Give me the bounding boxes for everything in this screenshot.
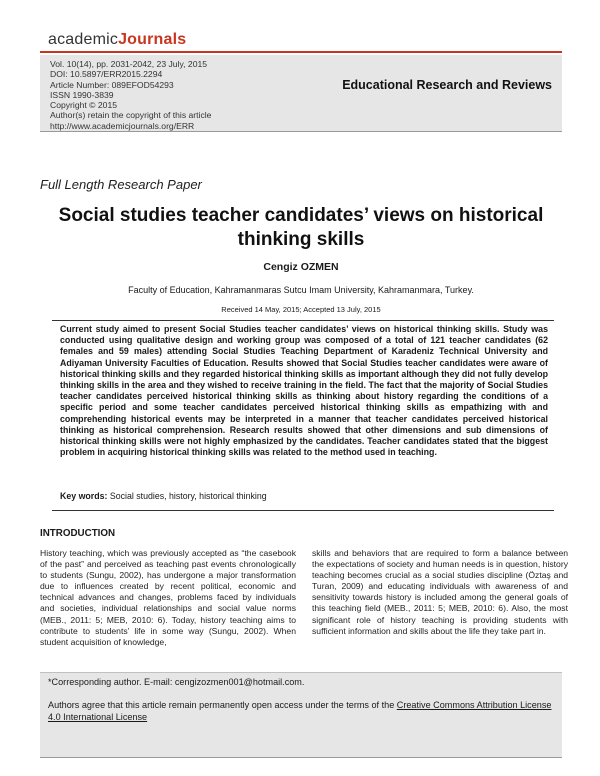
meta-volume: Vol. 10(14), pp. 2031-2042, 23 July, 2015	[50, 59, 208, 69]
keywords-list: Social studies, history, historical thinking	[109, 491, 267, 501]
logo-part-journals: Journals	[118, 31, 187, 48]
meta-copyright: Copyright © 2015	[50, 100, 118, 111]
article-metadata	[50, 59, 211, 131]
paper-type: Full Length Research Paper	[40, 177, 202, 192]
meta-journal-url[interactable]: http://www.academicjournals.org/ERR	[50, 120, 195, 131]
abstract-text: Current study aimed to present Social Studies teacher candidates’ views on historical thinking skills. Study was conducted using qualitative design and working group was composed of a total of 121 teacher candidates (62 females and 59 males) attending Social Studies Teaching Department of Karadeniz Technical University and Adiyaman University Faculties of Education. Results showed that Social Studies teacher candidates were aware of historical thinking skills and they regarded historical thinking skills as important although they did not fully develop thinking skills in the area and they wished to receive training in the field. The fact that the majority of Social Studies teacher candidates perceived historical thinking skills as thinking about history regarding the conditions of a specific period and some teacher candidates perceived historical thinking skills as empathizing with and comprehending historical events may be interpreted in a manner that teacher candidates perceived historical thinking as historical comprehension. Research results showed that other dimensions and sub dimensions of historical thinking skills were not highly emphasized by the candidates. Teacher candidates stated that the biggest problem in acquiring historical thinking skills was related to the method used in teaching.	[60, 324, 548, 458]
paper-title: Social studies teacher candidates’ views on historical thinking skills	[58, 205, 544, 250]
received-accepted-dates: Received 14 May, 2015; Accepted 13 July, 2015	[221, 305, 381, 314]
author-name: Cengiz OZMEN	[263, 261, 339, 273]
meta-copyright-note: Author(s) retain the copyright of this article	[50, 110, 212, 121]
meta-doi: DOI: 10.5897/ERR2015.2294	[50, 69, 163, 80]
introduction-right-column: skills and behaviors that are required to form a balance between the expectations of society and human needs is in question, history teaching becomes crucial as a social studies discipline (Öztaş and Turan, 2009) and educating individuals with awareness of and sensitivity towards history is included among the general goals of this teaching field (MEB., 2011: 5; MEB, 2010: 6). Also, the most significant role of history teaching is providing students with sufficient information and skills about the life they take part in.	[312, 548, 568, 636]
author-affiliation: Faculty of Education, Kahramanmaras Sutcu Imam University, Kahramanmara, Turkey.	[128, 285, 474, 295]
keywords	[60, 491, 267, 501]
introduction-heading: INTRODUCTION	[40, 528, 116, 539]
abstract-box	[52, 320, 554, 511]
corresponding-author: *Corresponding author. E-mail: cengizozmen001@hotmail.com.	[48, 677, 305, 687]
footer-box	[40, 672, 562, 757]
logo-part-academic: academic	[48, 31, 119, 48]
introduction-left-column: History teaching, which was previously accepted as “the casebook of the past” and perceived as teaching past events chronologically to students (Sungu, 2002), has undergone a major transformation due to influences created by recent political, economic and technical advances and changes, problems faced by individuals and societies, individual relationships and social value norms (MEB., 2011: 5; MEB, 2010: 6). Today, history teaching aims to contribute to students’ life in some way (Sungu, 2002). When student acquisition of knowledge,	[40, 548, 296, 647]
license-statement	[48, 699, 558, 723]
license-text: Authors agree that this article remain permanently open access under the terms of the	[48, 700, 397, 710]
meta-article-number: Article Number: 089EFOD54293	[50, 79, 174, 90]
keywords-label: Key words:	[60, 491, 108, 501]
journal-name: Educational Research and Reviews	[342, 78, 552, 92]
publisher-logo	[48, 31, 186, 49]
meta-issn: ISSN 1990-3839	[50, 89, 114, 100]
article-header-box	[40, 55, 562, 132]
header-rule	[40, 51, 562, 53]
license-link[interactable]: Creative Commons Attribution License 4.0 International License	[48, 700, 552, 722]
footer-rule	[40, 757, 562, 758]
